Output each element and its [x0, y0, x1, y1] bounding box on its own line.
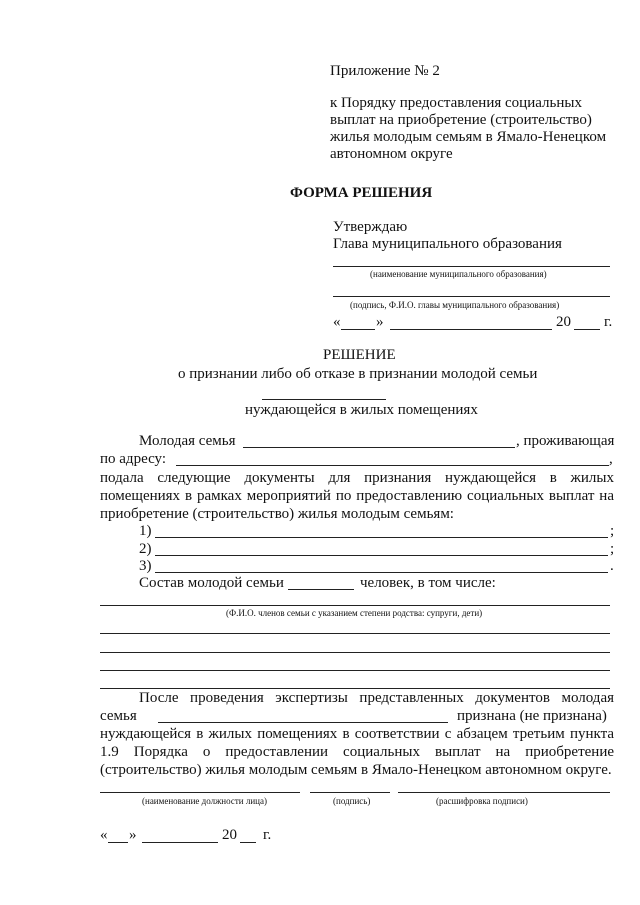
approve-date-month-line[interactable] — [390, 329, 552, 330]
decision-date-open-quote: « — [100, 827, 108, 843]
paragraph-line: После проведения экспертизы представленных документов молодая — [139, 690, 614, 706]
address-comma: , — [609, 451, 613, 467]
decision-subtitle-2: нуждающейся в жилых помещениях — [245, 402, 478, 418]
document-item-semicolon: ; — [610, 541, 615, 557]
paragraph-line: (строительство) жилья молодым семьям в Ямало-Ненецком автономном округе. — [100, 762, 612, 778]
members-line[interactable] — [100, 605, 610, 606]
decision-subtitle: о признании либо об отказе в признании молодой семьи — [178, 366, 538, 382]
appendix-reference-line: к Порядку предоставления социальных — [330, 95, 582, 111]
approve-position: Глава муниципального образования — [333, 236, 562, 252]
paragraph-line: помещениях в рамках мероприятий по предоставлению социальных выплат на — [100, 488, 614, 504]
position-caption: (наименование должности лица) — [142, 796, 267, 806]
appendix-reference-line: жилья молодым семьям в Ямало-Ненецком — [330, 129, 607, 145]
members-caption: (Ф.И.О. членов семьи с указанием степени родства: супруги, дети) — [226, 608, 483, 618]
decision-date-year-line[interactable] — [240, 842, 256, 843]
head-signature-caption: (подпись, Ф.И.О. главы муниципального образования) — [350, 300, 560, 310]
paragraph-line: подала следующие документы для признания нуждающейся в жилых — [100, 470, 614, 486]
document-item-dot: . — [610, 558, 614, 574]
signature-decode-caption: (расшифровка подписи) — [436, 796, 528, 806]
paragraph-line: приобретение (строительство) жилья молодым семьям: — [100, 506, 454, 522]
paragraph-family-line[interactable] — [158, 722, 448, 723]
composition-label: Состав молодой семьи — [139, 575, 284, 591]
approve-date-close-quote: » — [376, 314, 384, 330]
approve-date-year-line[interactable] — [574, 329, 600, 330]
members-line[interactable] — [100, 652, 610, 653]
address-label: по адресу: — [100, 451, 167, 467]
residing-label: , проживающая — [516, 433, 615, 449]
approve-date-day-line[interactable] — [341, 329, 375, 330]
signature-decode-line[interactable] — [398, 792, 610, 793]
position-line[interactable] — [100, 792, 300, 793]
appendix-number: Приложение № 2 — [330, 63, 440, 79]
form-title: ФОРМА РЕШЕНИЯ — [290, 185, 433, 201]
approve-date-open-quote: « — [333, 314, 341, 330]
document-item-line[interactable] — [155, 537, 608, 538]
signature-caption: (подпись) — [333, 796, 371, 806]
municipality-caption: (наименование муниципального образования) — [370, 269, 547, 279]
signature-line[interactable] — [310, 792, 390, 793]
paragraph-recognized: признана (не признана) — [457, 708, 607, 724]
family-label: Молодая семья — [139, 433, 236, 449]
document-item-number: 1) — [139, 523, 152, 539]
paragraph-line: нуждающейся в жилых помещениях в соответствии с абзацем третьим пункта — [100, 726, 614, 742]
approve-date-suffix: г. — [604, 314, 613, 330]
document-item-semicolon: ; — [610, 523, 615, 539]
members-line[interactable] — [100, 633, 610, 634]
head-signature-line[interactable] — [333, 296, 610, 297]
appendix-reference-line: выплат на приобретение (строительство) — [330, 112, 592, 128]
document-item-line[interactable] — [155, 555, 608, 556]
appendix-reference-line: автономном округе — [330, 146, 453, 162]
address-line[interactable] — [176, 465, 609, 466]
approve-date-year: 20 — [556, 314, 571, 330]
municipality-name-line[interactable] — [333, 266, 610, 267]
paragraph-line: 1.9 Порядка о предоставлении социальных выплат на приобретение — [100, 744, 614, 760]
decision-date-suffix: г. — [263, 827, 272, 843]
approve-label: Утверждаю — [333, 219, 408, 235]
decision-date-close-quote: » — [129, 827, 137, 843]
composition-suffix: человек, в том числе: — [360, 575, 496, 591]
composition-count-line[interactable] — [288, 589, 354, 590]
decision-date-year: 20 — [222, 827, 237, 843]
paragraph-family-label: семья — [100, 708, 137, 724]
members-line[interactable] — [100, 670, 610, 671]
decision-blank-line[interactable] — [262, 399, 386, 400]
decision-date-month-line[interactable] — [142, 842, 218, 843]
decision-date-day-line[interactable] — [108, 842, 128, 843]
family-name-line[interactable] — [243, 447, 515, 448]
document-item-number: 2) — [139, 541, 152, 557]
document-item-line[interactable] — [155, 572, 608, 573]
decision-title: РЕШЕНИЕ — [323, 347, 396, 363]
document-item-number: 3) — [139, 558, 152, 574]
